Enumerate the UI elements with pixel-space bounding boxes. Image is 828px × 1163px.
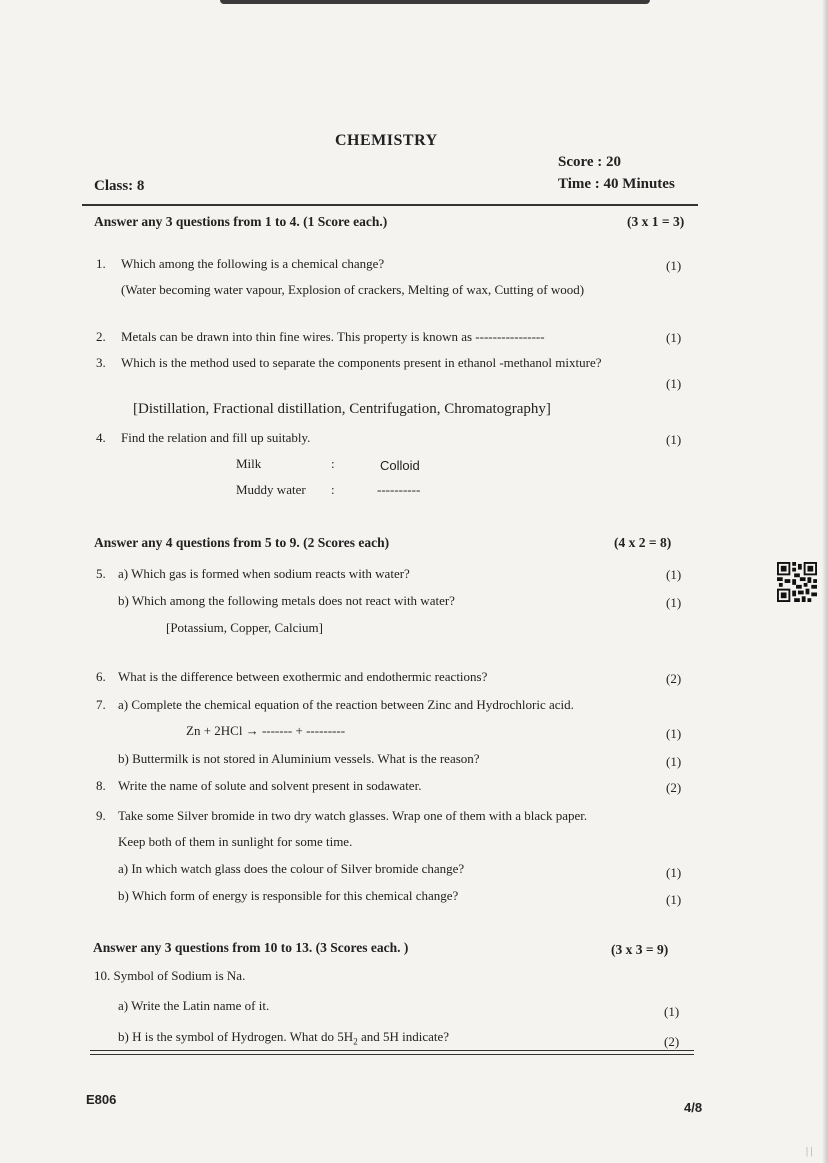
subject-title: CHEMISTRY <box>335 132 438 149</box>
scan-right-edge <box>822 0 828 1163</box>
section-1-heading: Answer any 3 questions from 1 to 4. (1 Score each.) <box>94 214 388 229</box>
qr-code-icon <box>776 562 818 602</box>
question-1-text: Which among the following is a chemical change? <box>121 256 385 271</box>
scan-edge-shadow <box>220 0 650 4</box>
question-6-marks: (2) <box>666 671 682 686</box>
section-2-marks: (4 x 2 = 8) <box>614 535 672 550</box>
relation-left: Muddy water <box>236 482 306 497</box>
section-2-heading: Answer any 4 questions from 5 to 9. (2 Scores each) <box>94 535 390 550</box>
question-number: 4. <box>96 430 106 445</box>
question-5a-marks: (1) <box>666 567 682 582</box>
question-1-options: (Water becoming water vapour, Explosion of crackers, Melting of wax, Cutting of wood) <box>121 282 585 297</box>
question-10b-text <box>118 1029 449 1047</box>
relation-left: Milk <box>236 456 262 471</box>
question-10a-text: a) Write the Latin name of it. <box>118 998 270 1013</box>
relation-right: Colloid <box>380 458 420 473</box>
question-number: 3. <box>96 355 106 370</box>
question-5b-marks: (1) <box>666 595 682 610</box>
relation-separator: : <box>331 456 335 471</box>
question-5b-text: b) Which among the following metals does not react with water? <box>118 593 455 608</box>
question-5a-text: a) Which gas is formed when sodium reacts with water? <box>118 566 410 581</box>
footer-divider-double <box>90 1054 694 1055</box>
section-3-marks: (3 x 3 = 9) <box>611 942 669 957</box>
question-7a-text: a) Complete the chemical equation of the reaction between Zinc and Hydrochloric acid. <box>118 697 574 712</box>
time-allowed: Time : 40 Minutes <box>558 176 675 192</box>
question-4-text: Find the relation and fill up suitably. <box>121 430 311 445</box>
question-3-text: Which is the method used to separate the components present in ethanol -methanol mixture? <box>121 355 602 370</box>
header-divider <box>82 204 698 206</box>
question-3-marks: (1) <box>666 376 682 391</box>
question-10b-text-start: b) H is the symbol of Hydrogen. What do 5H <box>118 1029 354 1044</box>
footer-divider <box>90 1050 694 1051</box>
question-8-text: Write the name of solute and solvent present in sodawater. <box>118 778 422 793</box>
question-6-text: What is the difference between exothermic and endothermic reactions? <box>118 669 488 684</box>
question-7-equation: Zn + 2HCl → ------- + --------- <box>186 723 346 738</box>
question-2-marks: (1) <box>666 330 682 345</box>
question-10b-text-end: and 5H indicate? <box>357 1029 450 1044</box>
question-number: 8. <box>96 778 106 793</box>
question-9-text: Take some Silver bromide in two dry watch glasses. Wrap one of them with a black paper. <box>118 808 588 823</box>
question-number: 5. <box>96 566 106 581</box>
class-label: Class: 8 <box>94 178 145 194</box>
question-9-text-cont: Keep both of them in sunlight for some time. <box>118 834 353 849</box>
question-number: 7. <box>96 697 106 712</box>
relation-blank: ---------- <box>377 482 421 497</box>
question-10-text: 10. Symbol of Sodium is Na. <box>94 968 246 983</box>
question-5-options: [Potassium, Copper, Calcium] <box>166 620 323 635</box>
total-score: Score : 20 <box>558 154 622 170</box>
scan-marks: | | <box>806 1146 813 1157</box>
question-7b-text: b) Buttermilk is not stored in Aluminium vessels. What is the reason? <box>118 751 480 766</box>
question-8-marks: (2) <box>666 780 682 795</box>
question-2-text: Metals can be drawn into thin fine wires. This property is known as ---------------- <box>121 329 545 344</box>
question-number: 6. <box>96 669 106 684</box>
question-3-options: [Distillation, Fractional distillation, Centrifugation, Chromatography] <box>133 401 551 417</box>
page-number: 4/8 <box>684 1100 703 1115</box>
relation-separator: : <box>331 482 335 497</box>
question-9b-marks: (1) <box>666 892 682 907</box>
question-7b-marks: (1) <box>666 754 682 769</box>
question-10a-marks: (1) <box>664 1004 680 1019</box>
question-10b-marks: (2) <box>664 1034 680 1049</box>
question-9a-marks: (1) <box>666 865 682 880</box>
question-number: 1. <box>96 256 106 271</box>
section-3-heading: Answer any 3 questions from 10 to 13. (3 Scores each. ) <box>93 940 409 955</box>
section-1-marks: (3 x 1 = 3) <box>627 214 685 229</box>
question-number: 9. <box>96 808 106 823</box>
question-9a-text: a) In which watch glass does the colour of Silver bromide change? <box>118 861 465 876</box>
question-7a-marks: (1) <box>666 726 682 741</box>
subscript: 2 <box>353 1036 358 1047</box>
question-4-marks: (1) <box>666 432 682 447</box>
question-9b-text: b) Which form of energy is responsible for this chemical change? <box>118 888 459 903</box>
paper-code: E806 <box>86 1092 117 1107</box>
question-number: 2. <box>96 329 106 344</box>
question-1-marks: (1) <box>666 258 682 273</box>
